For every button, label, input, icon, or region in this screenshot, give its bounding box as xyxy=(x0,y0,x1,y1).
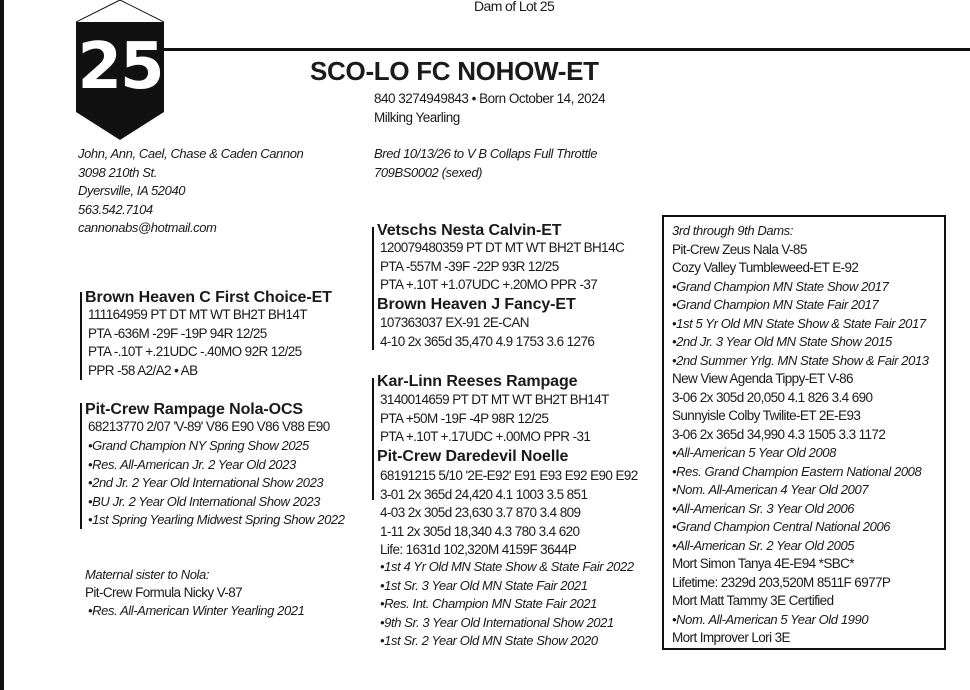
sire-dam-line: 4-10 2x 365d 35,470 4.9 1753 3.6 1276 xyxy=(380,333,595,349)
dam-note: •Grand Champion NY Spring Show 2025 xyxy=(88,438,309,453)
page-title: SCO-LO FC NOHOW-ET xyxy=(310,56,599,86)
ancestral-dams-list xyxy=(672,222,929,648)
ancestral-dam-note: •2nd Jr. 3 Year Old MN State Show 2015 xyxy=(672,334,892,349)
ancestral-dam-note: •All-American Sr. 2 Year Old 2005 xyxy=(672,537,855,553)
sire-sire-name: Vetschs Nesta Calvin-ET xyxy=(377,222,562,239)
maternal-sister-label: Maternal sister to Nola: xyxy=(85,567,210,582)
sire-dam-name: Brown Heaven J Fancy-ET xyxy=(377,296,576,313)
ancestral-dam-line: Sunnyisle Colby Twilite-ET 2E-E93 xyxy=(672,408,861,423)
sire-name: Brown Heaven C First Choice-ET xyxy=(85,289,332,306)
dam-dam-note: •1st Sr. 3 Year Old MN State Fair 2021 xyxy=(380,577,588,593)
ancestral-dam-line: Mort Improver Lori 3E xyxy=(672,630,790,645)
maternal-sister-note: •Res. All-American Winter Yearling 2021 xyxy=(88,603,305,618)
bred-code-line: 709BS0002 (sexed) xyxy=(374,164,483,180)
dam-stats: 68213770 2/07 'V-89' V86 E90 V86 V88 E90 xyxy=(88,419,330,434)
dam-dam-line: 1-11 2x 305d 18,340 4.3 780 3.4 620 xyxy=(380,523,580,539)
dam-dam-notes xyxy=(380,558,634,651)
dam-of-lot-label: Dam of Lot 25 xyxy=(474,0,555,14)
dam-dam-name: Pit-Crew Daredevil Noelle xyxy=(377,448,569,465)
consignor-names: John, Ann, Cael, Chase & Caden Cannon xyxy=(78,146,304,161)
sire-line: 111164959 PT DT MT WT BH2T BH14T xyxy=(88,307,307,322)
ancestral-dam-line: 3-06 2x 365d 34,990 4.3 1505 3.3 1172 xyxy=(672,426,886,442)
ancestral-dam-note: •Grand Champion Central National 2006 xyxy=(672,519,891,534)
dam-note: •1st Spring Yearling Midwest Spring Show 2022 xyxy=(88,512,345,527)
left-border xyxy=(0,0,4,690)
dam-dam-details xyxy=(380,467,638,560)
dam-dam-line: 3-01 2x 365d 24,420 4.1 1003 3.5 851 xyxy=(380,486,588,502)
ancestral-dam-line: New View Agenda Tippy-ET V-86 xyxy=(672,371,853,386)
dam-sire-line: 3140014659 PT DT MT WT BH2T BH14T xyxy=(380,392,609,407)
ancestral-dam-note: •All-American 5 Year Old 2008 xyxy=(672,445,836,460)
dam-dam-note: •1st 4 Yr Old MN State Show & State Fair 2022 xyxy=(380,559,634,574)
dam-dam-line: 4-03 2x 305d 23,630 3.7 870 3.4 809 xyxy=(380,505,581,520)
consignor-street: 3098 210th St. xyxy=(78,164,157,180)
ancestral-dam-line: Cozy Valley Tumbleweed-ET E-92 xyxy=(672,260,859,275)
lot-number: 25 xyxy=(77,30,163,104)
dam-sire-line: PTA +.10T +.17UDC +.00MO PPR -31 xyxy=(380,429,591,444)
maternal-sister-name: Pit-Crew Formula Nicky V-87 xyxy=(85,585,243,600)
dam-notes xyxy=(88,437,345,530)
sire-dam-details xyxy=(380,314,594,351)
dam-sire-details xyxy=(380,391,609,447)
sire-line: PTA -.10T +.21UDC -.40MO 92R 12/25 xyxy=(88,344,302,359)
dam-sire-name: Kar-Linn Reeses Rampage xyxy=(377,373,578,390)
ancestral-dam-note: •2nd Summer Yrlg. MN State Show & Fair 2013 xyxy=(672,352,929,368)
ancestral-dam-note: •Nom. All-American 4 Year Old 2007 xyxy=(672,482,869,497)
dam-name: Pit-Crew Rampage Nola-OCS xyxy=(85,401,303,418)
dam-dam-note: •Res. Int. Champion MN State Fair 2021 xyxy=(380,596,597,611)
dam-dam-line: Life: 1631d 102,320M 4159F 3644P xyxy=(380,542,577,557)
consignor-email: cannonabs@hotmail.com xyxy=(78,220,217,235)
sire-sire-line: 120079480359 PT DT MT WT BH2T BH14C xyxy=(380,240,625,255)
sire-sire-line: PTA +.10T +1.07UDC +.20MO PPR -37 xyxy=(380,277,598,292)
sire-sire-line: PTA -557M -39F -22P 93R 12/25 xyxy=(380,258,559,274)
ancestral-dam-note: •Grand Champion MN State Show 2017 xyxy=(672,278,889,294)
dam-side-bracket xyxy=(372,378,374,500)
bred-to-line: Bred 10/13/26 to V B Collaps Full Throttle xyxy=(374,146,598,161)
sire-side-bracket xyxy=(372,227,374,350)
ancestral-dam-line: Pit-Crew Zeus Nala V-85 xyxy=(672,241,807,257)
sire-line: PPR -58 A2/A2 • AB xyxy=(88,362,198,378)
sire-details xyxy=(88,306,307,380)
ancestral-dam-note: •All-American Sr. 3 Year Old 2006 xyxy=(672,500,855,516)
consignor-block xyxy=(78,145,303,238)
ancestral-dam-line: 3-06 2x 305d 20,050 4.1 826 3.4 690 xyxy=(672,389,873,405)
dam-note: •BU Jr. 2 Year Old International Show 2023 xyxy=(88,493,321,509)
ancestral-dam-note: •1st 5 Yr Old MN State Show & State Fair 2017 xyxy=(672,315,926,331)
consignor-phone: 563.542.7104 xyxy=(78,201,153,217)
ancestral-dams-header: 3rd through 9th Dams: xyxy=(672,223,793,238)
sire-line: PTA -636M -29F -19P 94R 12/25 xyxy=(88,325,267,341)
ancestral-dam-note: •Grand Champion MN State Fair 2017 xyxy=(672,297,879,312)
ancestral-dam-line: Lifetime: 2329d 203,520M 8511F 6977P xyxy=(672,574,891,590)
class-line: Milking Yearling xyxy=(374,110,460,125)
breeding-block xyxy=(374,145,597,182)
dam-sire-line: PTA +50M -19F -4P 98R 12/25 xyxy=(380,410,549,426)
dam-note: •2nd Jr. 2 Year Old International Show 2023 xyxy=(88,475,324,490)
ancestral-dam-line: Mort Matt Tammy 3E Certified xyxy=(672,593,834,608)
sire-sire-details xyxy=(380,239,624,295)
consignor-city: Dyersville, IA 52040 xyxy=(78,183,186,198)
dam-note: •Res. All-American Jr. 2 Year Old 2023 xyxy=(88,456,296,472)
registration-line: 840 3274949843 • Born October 14, 2024 xyxy=(374,91,606,106)
dam-bracket xyxy=(80,403,82,529)
dam-dam-line: 68191215 5/10 '2E-E92' E91 E93 E92 E90 E92 xyxy=(380,468,638,483)
sire-bracket xyxy=(80,292,82,380)
ancestral-dam-line: Mort Simon Tanya 4E-E94 *SBC* xyxy=(672,556,854,571)
dam-dam-note: •1st Sr. 2 Year Old MN State Show 2020 xyxy=(380,633,598,648)
dam-dam-note: •9th Sr. 3 Year Old International Show 2021 xyxy=(380,614,614,630)
top-rule xyxy=(164,48,970,51)
ancestral-dam-note: •Res. Grand Champion Eastern National 2008 xyxy=(672,463,922,479)
sire-dam-line: 107363037 EX-91 2E-CAN xyxy=(380,315,529,330)
ancestral-dam-note: •Nom. All-American 5 Year Old 1990 xyxy=(672,611,869,627)
